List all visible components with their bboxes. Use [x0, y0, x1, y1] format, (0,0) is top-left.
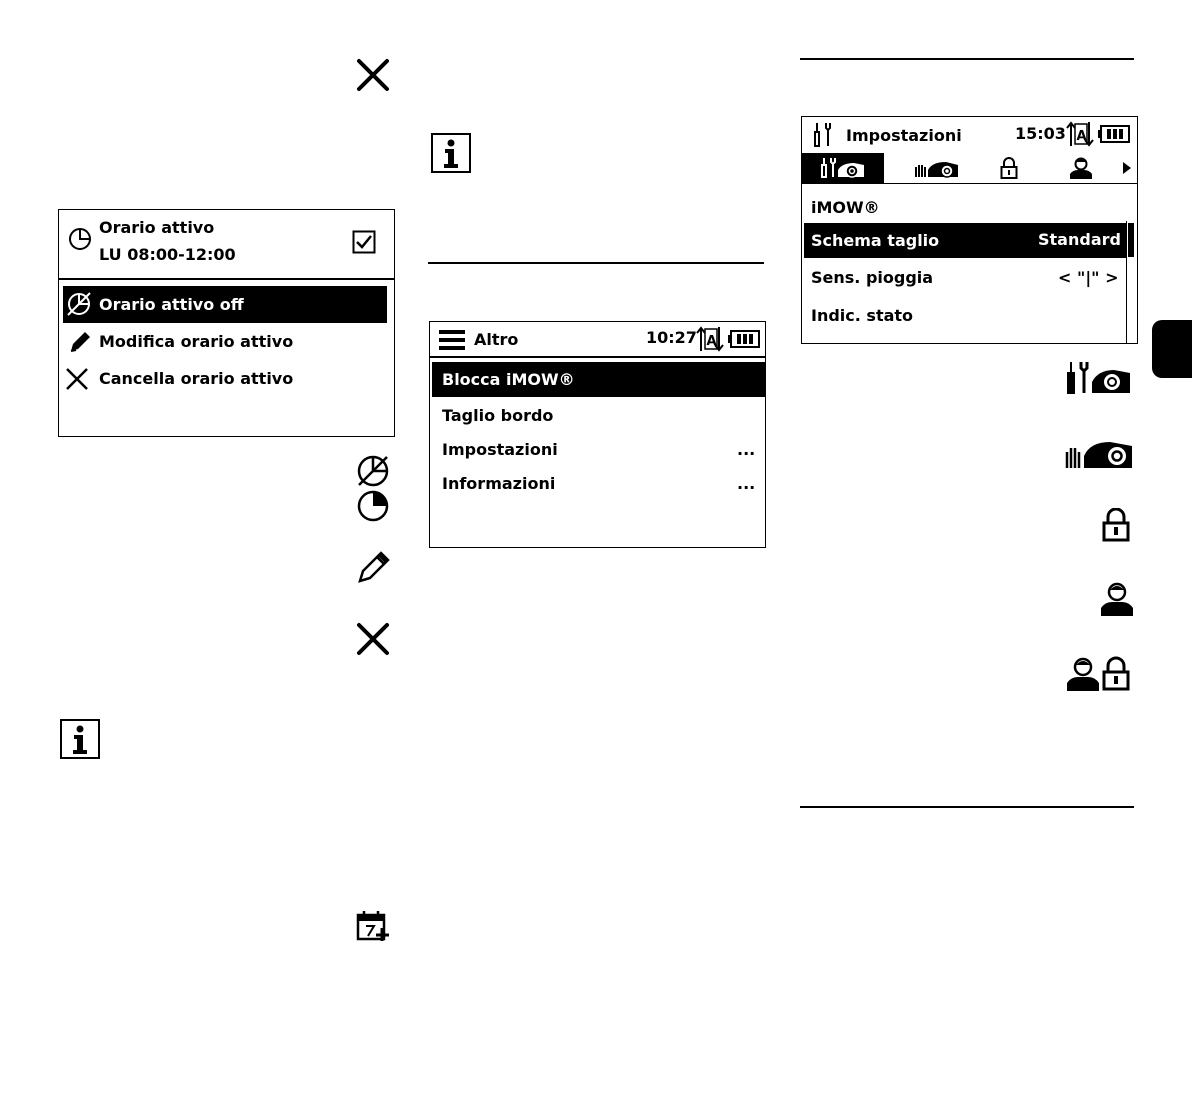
menu-item-cancella[interactable]: [99, 367, 379, 391]
clock-icon: [68, 227, 92, 251]
section-heading: iMOW®: [811, 198, 880, 217]
tab-user[interactable]: [1040, 153, 1122, 183]
info-icon-left: [60, 719, 100, 759]
close-icon-top: [356, 58, 390, 92]
row-sens-pioggia[interactable]: [804, 263, 1126, 293]
screen-impostazioni: [801, 116, 1138, 344]
row-label: Indic. stato: [811, 306, 914, 325]
screen-title: Altro: [474, 330, 519, 349]
scrollbar-thumb[interactable]: [1128, 223, 1134, 257]
screen-altro: [429, 321, 766, 548]
section-rule-top-right: [800, 58, 1134, 60]
auto-mode-icon: [696, 325, 724, 353]
auto-mode-icon: [1066, 120, 1094, 148]
clock-icon-large: [356, 489, 390, 523]
calendar-add-icon: [356, 910, 390, 942]
screen-orario-attivo: [58, 209, 395, 437]
screen-title: Impostazioni: [846, 126, 962, 145]
row-value: Standard: [1038, 230, 1121, 249]
menu-item-blocca-imow[interactable]: [432, 362, 766, 397]
clock-time: 10:27: [646, 328, 697, 347]
menu-item-more: ...: [737, 474, 756, 493]
tools-icon: [812, 122, 834, 148]
tools-mower-icon-large: [1066, 360, 1132, 396]
tab-tools-mower[interactable]: [802, 153, 884, 183]
menu-item-impostazioni[interactable]: [432, 436, 762, 466]
battery-icon: [1098, 125, 1130, 143]
menu-item-label: Impostazioni: [442, 440, 558, 459]
tab-next-arrow-icon[interactable]: [1122, 161, 1132, 175]
chapter-tab-marker: [1152, 320, 1192, 378]
cross-icon: [65, 367, 89, 391]
mower-station-icon-large: [1064, 434, 1134, 470]
menu-item-label: Cancella orario attivo: [99, 369, 294, 388]
row-value: < "|" >: [1058, 268, 1119, 287]
section-rule-middle: [428, 262, 764, 264]
clock-off-icon: [66, 291, 92, 317]
menu-item-taglio-bordo[interactable]: [432, 402, 762, 432]
divider: [430, 356, 765, 358]
menu-item-label: Blocca iMOW®: [442, 370, 575, 389]
svg-text:A: A: [706, 334, 717, 349]
row-schema-taglio[interactable]: [804, 223, 1126, 258]
lock-icon-large: [1102, 508, 1130, 542]
user-lock-icon-large: [1066, 656, 1134, 692]
battery-icon: [728, 330, 760, 348]
user-icon-large: [1100, 582, 1134, 616]
divider: [59, 278, 394, 280]
menu-item-informazioni[interactable]: [432, 470, 762, 500]
menu-item-label: Taglio bordo: [442, 406, 554, 425]
schedule-value: LU 08:00-12:00: [99, 245, 236, 264]
pencil-icon: [67, 329, 93, 355]
clock-off-icon-large: [356, 454, 390, 488]
row-indic-stato[interactable]: [804, 301, 1126, 331]
checkbox-checked-icon[interactable]: [352, 230, 376, 254]
menu-item-more: ...: [737, 440, 756, 459]
pencil-icon-large: [356, 548, 392, 584]
info-icon-middle: [431, 133, 471, 173]
menu-item-label: Informazioni: [442, 474, 556, 493]
row-label: Schema taglio: [811, 231, 940, 250]
menu-item-label: Modifica orario attivo: [99, 332, 294, 351]
tab-lock[interactable]: [968, 153, 1050, 183]
row-label: Sens. pioggia: [811, 268, 934, 287]
scrollbar[interactable]: [1126, 221, 1137, 343]
close-icon-large: [356, 622, 390, 656]
menu-item-label: Orario attivo off: [99, 295, 244, 314]
schedule-title: Orario attivo: [99, 218, 215, 237]
section-rule-bottom-right: [800, 806, 1134, 808]
svg-text:A: A: [1076, 129, 1087, 144]
clock-time: 15:03: [1015, 124, 1066, 143]
tab-mower-station[interactable]: [896, 153, 978, 183]
tab-bar: [802, 153, 1138, 184]
menu-icon: [439, 329, 465, 351]
menu-item-modifica[interactable]: [99, 330, 379, 354]
menu-item-orario-attivo-off[interactable]: [63, 286, 387, 323]
